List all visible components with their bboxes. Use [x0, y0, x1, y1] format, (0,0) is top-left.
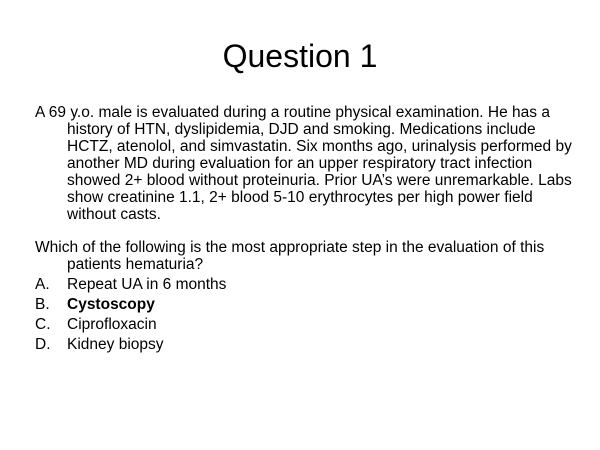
- slide-title: Question 1: [222, 38, 378, 74]
- option-letter: C.: [35, 316, 51, 333]
- option-letter: D.: [35, 336, 51, 353]
- case-vignette: A 69 y.o. male is evaluated during a routine physical examination. He has a history of HTN, dyslipidemia, DJD and smoking. Medications include HCTZ, atenolol, and simvastatin. Six months ago, urinalysis performed by another MD during evaluation for an upper respiratory tract infection showed 2+ blood without proteinuria. Prior UA’s were unremarkable. Labs show creatinine 1.1, 2+ blood 5-10 erythrocytes per high power field without casts.: [35, 104, 572, 223]
- slide-body: [35, 104, 575, 353]
- answer-option-d: [35, 336, 575, 353]
- question-stem: Which of the following is the most appropriate step in the evaluation of this patients hematuria?: [35, 239, 545, 273]
- option-text-correct: Cystoscopy: [67, 296, 155, 313]
- option-letter: B.: [35, 296, 50, 313]
- option-text: Ciprofloxacin: [67, 316, 157, 333]
- answer-option-a: [35, 276, 575, 293]
- option-text: Kidney biopsy: [67, 336, 164, 353]
- option-letter: A.: [35, 276, 50, 293]
- option-text: Repeat UA in 6 months: [67, 276, 227, 293]
- answer-options: [35, 276, 575, 353]
- answer-option-c: [35, 316, 575, 333]
- answer-option-b: [35, 296, 575, 313]
